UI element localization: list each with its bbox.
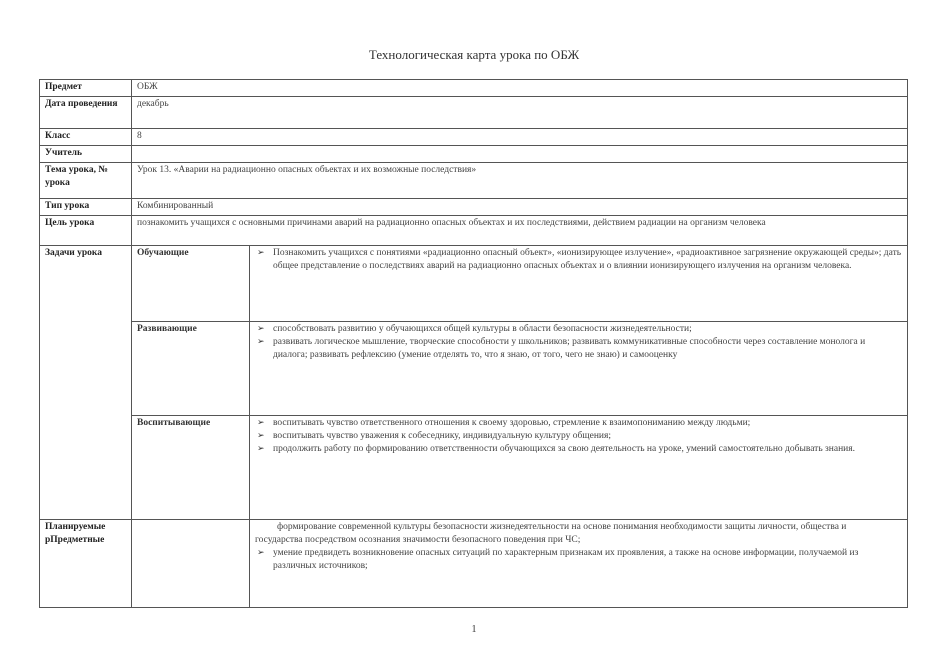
row-date [40, 97, 908, 129]
value-goal: познакомить учащихся с основными причинами аварий на радиационно опасных объектах и их последствиями, действием радиации на организм человека [132, 216, 908, 246]
label-goal: Цель урока [40, 216, 132, 246]
value-class: 8 [132, 129, 908, 146]
page-number: 1 [471, 624, 477, 635]
row-topic [40, 163, 908, 199]
value-topic: Урок 13. «Аварии на радиационно опасных объектах и их возможные последствия» [132, 163, 908, 199]
developing-cell [250, 322, 908, 416]
label-type: Тип урока [40, 199, 132, 216]
label-topic: Тема урока, № урока [40, 163, 132, 199]
list-item: ➢ способствовать развитию у обучающихся общей культуры в области безопасности жизнедеятельности; [255, 323, 902, 336]
lesson-card-table [39, 79, 908, 608]
label-subject: Предмет [40, 80, 132, 97]
planned-cell [250, 520, 908, 608]
row-tasks-developing [40, 322, 908, 416]
label-educational: Обучающие [132, 246, 250, 322]
value-type: Комбинированный [132, 199, 908, 216]
list-item: ➢ развивать логическое мышление, творческие способности у школьников; развивать коммуникативные способности через составление монолога и диалога; развивать рефлексию (умение отделять то, что я знаю, от того, чего не знаю) и самооценку [255, 336, 902, 362]
document-title: Технологическая карта урока по ОБЖ [368, 47, 580, 62]
upbringing-cell [250, 416, 908, 520]
row-class [40, 129, 908, 146]
row-type [40, 199, 908, 216]
label-date: Дата проведения [40, 97, 132, 129]
list-item: ➢ умение предвидеть возникновение опасных ситуаций по характерным признакам их проявления, а также на основе информации, получаемой из различных источников; [255, 547, 902, 573]
label-tasks: Задачи урока [40, 246, 132, 520]
value-date: декабрь [132, 97, 908, 129]
row-teacher [40, 146, 908, 163]
planned-line-1: формирование современной культуры безопасности жизнедеятельности на основе понимания необходимости защиты личности, общества и [277, 522, 847, 532]
row-goal [40, 216, 908, 246]
row-tasks-upbringing [40, 416, 908, 520]
label-planned: Планируемые рПредметные [40, 520, 132, 608]
row-planned [40, 520, 908, 608]
educational-cell [250, 246, 908, 322]
value-teacher [132, 146, 908, 163]
list-item: ➢ продолжить работу по формированию ответственности обучающихся за свою деятельность на уроке, умений самостоятельно добывать знания. [255, 443, 902, 456]
list-item: ➢ воспитывать чувство ответственного отношения к своему здоровью, стремление к взаимопониманию между людьми; [255, 417, 902, 430]
label-developing: Развивающие [132, 322, 250, 416]
list-item: ➢ Познакомить учащихся с понятиями «радиационно опасный объект», «ионизирующее излучение», «радиоактивное загрязнение окружающей среды»; дать общее представление о последствиях аварий на радиационно опасных объектах и о влиянии ионизирующего излучения на организм человека. [255, 247, 902, 273]
value-subject: ОБЖ [132, 80, 908, 97]
planned-empty-cell [132, 520, 250, 608]
label-upbringing: Воспитывающие [132, 416, 250, 520]
list-item: ➢ воспитывать чувство уважения к собеседнику, индивидуальную культуру общения; [255, 430, 902, 443]
planned-line-2: государства посредством осознания значимости безопасного поведения при ЧС; [255, 535, 581, 545]
label-teacher: Учитель [40, 146, 132, 163]
row-tasks-educational [40, 246, 908, 322]
row-subject [40, 80, 908, 97]
label-class: Класс [40, 129, 132, 146]
